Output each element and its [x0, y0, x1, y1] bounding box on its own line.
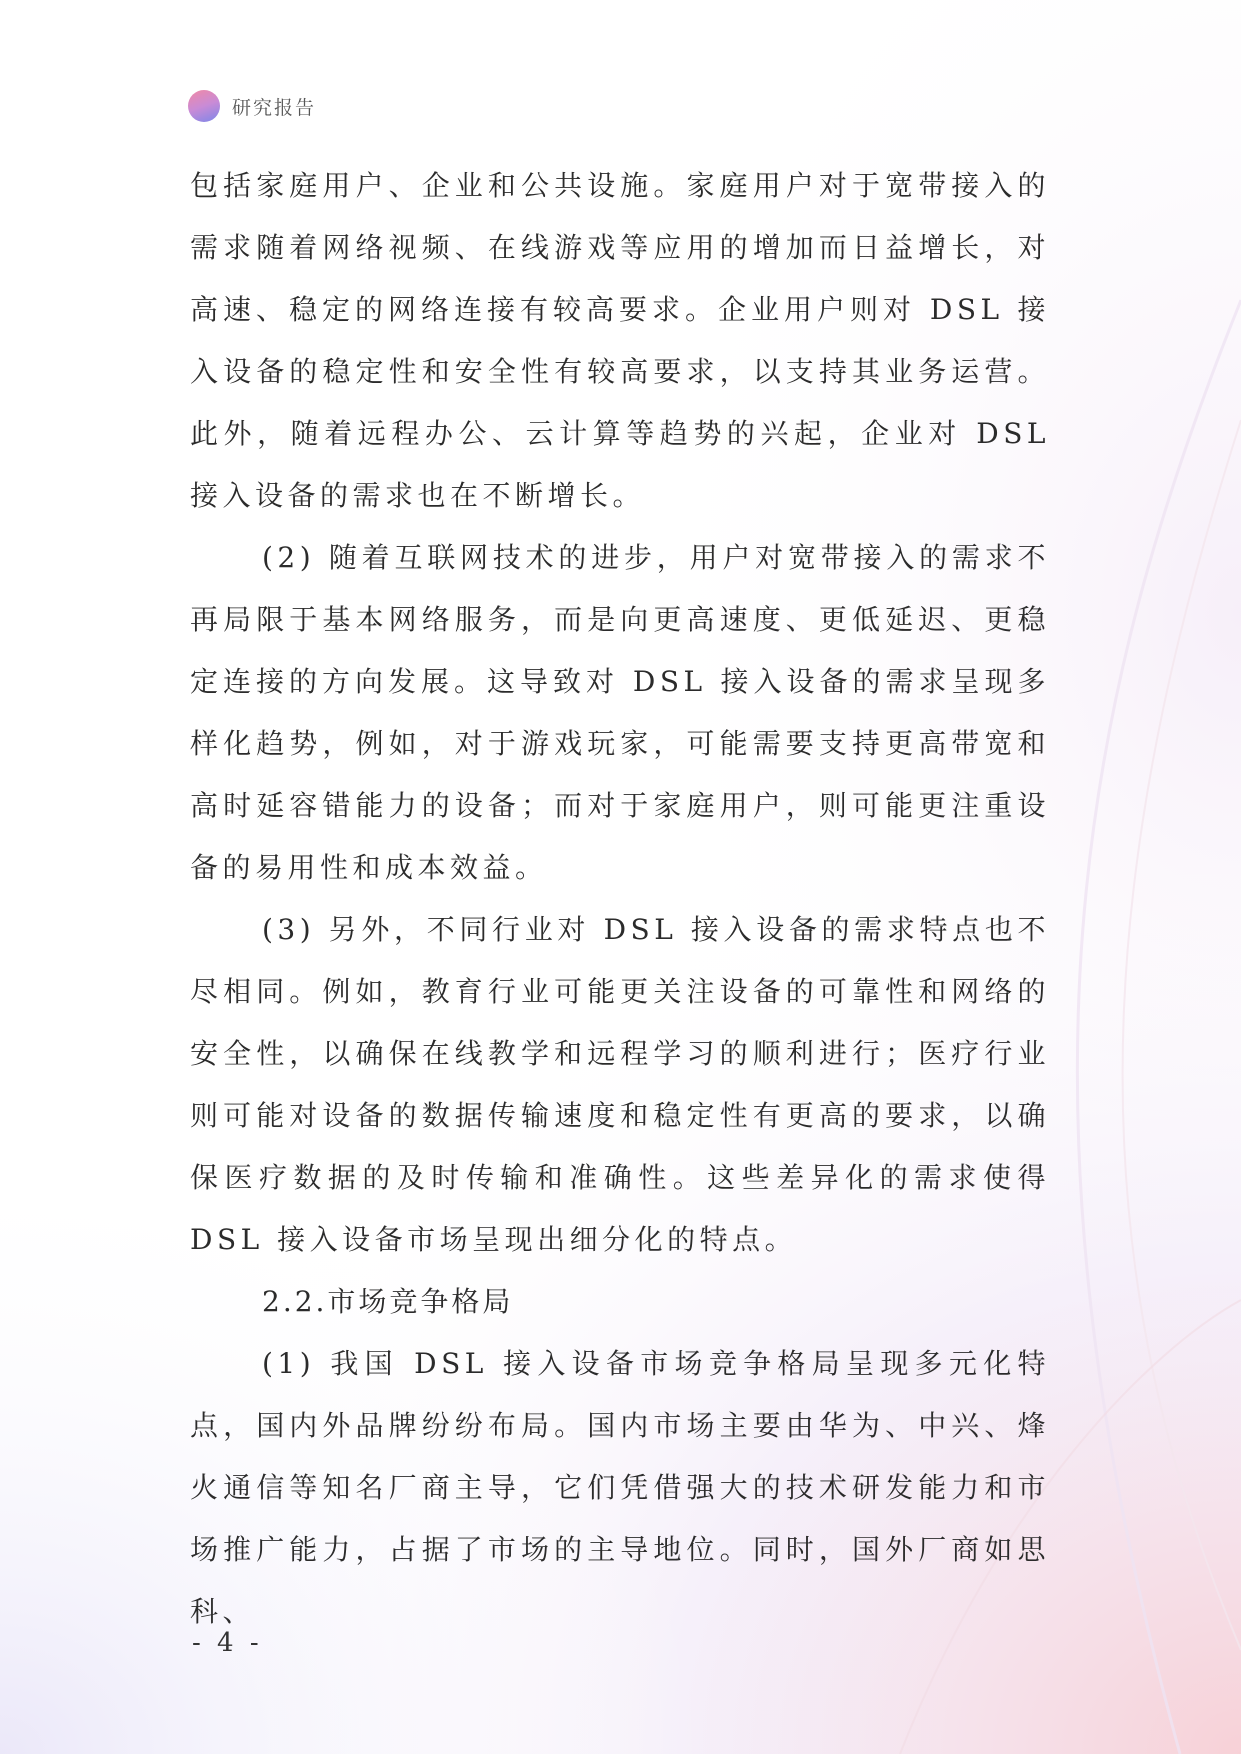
paragraph-2: (2) 随着互联网技术的进步，用户对宽带接入的需求不再局限于基本网络服务，而是向更高速度、更低延迟、更稳定连接的方向发展。这导致对 DSL 接入设备的需求呈现多样化趋势，例如，对于游戏玩家，可能需要支持更高带宽和高时延容错能力的设备；而对于家庭用户，则可能更注重设备的易用性和成本效益。: [190, 541, 1050, 884]
header-title: 研究报告: [232, 96, 317, 119]
paragraph-1: 包括家庭用户、企业和公共设施。家庭用户对于宽带接入的需求随着网络视频、在线游戏等应用的增加而日益增长，对高速、稳定的网络连接有较高要求。企业用户则对 DSL 接入设备的稳定性和安全性有较高要求，以支持其业务运营。此外，随着远程办公、云计算等趋势的兴起，企业对 DSL 接入设备的需求也在不断增长。: [190, 169, 1050, 512]
page-number: - 4 -: [192, 1628, 263, 1658]
paragraph-3: (3) 另外，不同行业对 DSL 接入设备的需求特点也不尽相同。例如，教育行业可能更关注设备的可靠性和网络的安全性，以确保在线教学和远程学习的顺利进行；医疗行业则可能对设备的数据传输速度和稳定性有更高的要求，以确保医疗数据的及时传输和准确性。这些差异化的需求使得 DSL 接入设备市场呈现出细分化的特点。: [190, 913, 1050, 1256]
gradient-circle-logo-icon: [188, 90, 220, 122]
section-heading: 2.2.市场竞争格局: [262, 1285, 514, 1318]
document-body: [190, 155, 1050, 1643]
page-header: [188, 88, 316, 124]
section-paragraph-1: (1) 我国 DSL 接入设备市场竞争格局呈现多元化特点，国内外品牌纷纷布局。国内市场主要由华为、中兴、烽火通信等知名厂商主导，它们凭借强大的技术研发能力和市场推广能力，占据了市场的主导地位。同时，国外厂商如思科、: [190, 1347, 1050, 1628]
